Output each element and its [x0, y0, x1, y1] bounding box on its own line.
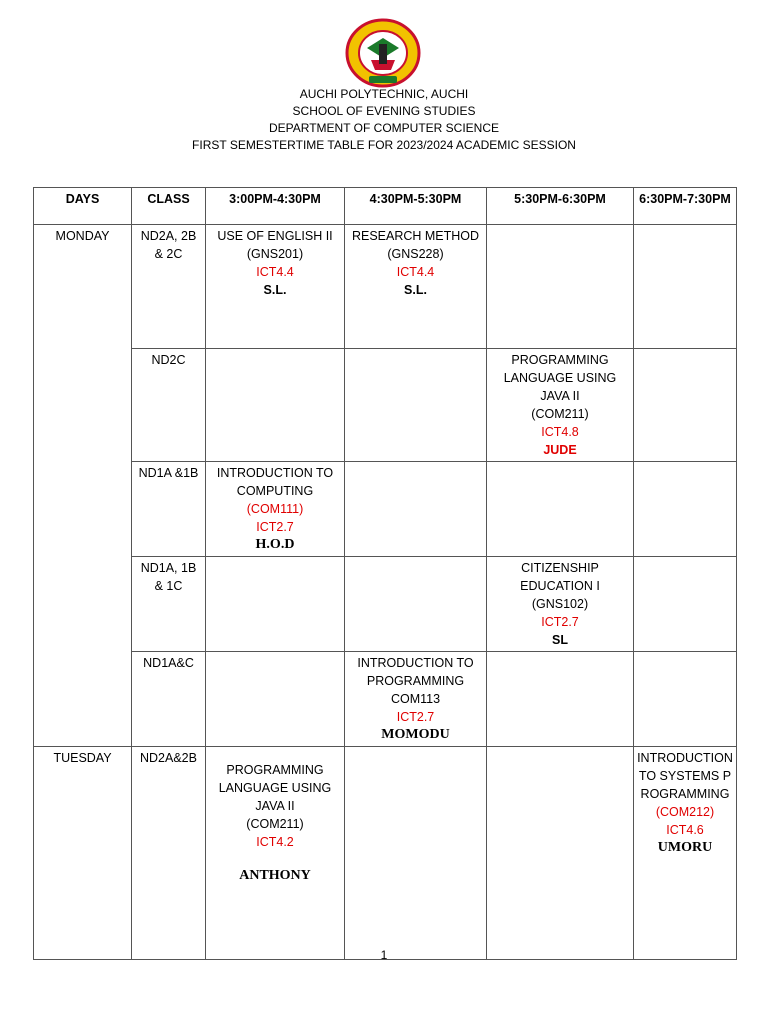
lecturer: JUDE	[543, 443, 577, 457]
header-row	[34, 188, 737, 225]
lecturer: S.L.	[263, 283, 287, 297]
empty-cell	[487, 747, 634, 960]
course-title: PROGRAMMING LANGUAGE USING JAVA II	[218, 763, 332, 813]
empty-cell	[206, 349, 345, 462]
course-cell	[487, 557, 634, 652]
empty-cell	[345, 462, 487, 557]
lecturer: S.L.	[404, 283, 427, 297]
venue: ICT2.7	[256, 520, 294, 534]
course-title: USE OF ENGLISH II	[217, 229, 333, 243]
table-row	[34, 462, 737, 557]
day-cell-tuesday: TUESDAY	[34, 747, 132, 960]
course-cell	[634, 747, 737, 960]
department-name: DEPARTMENT OF COMPUTER SCIENCE	[268, 121, 500, 135]
course-code: (GNS102)	[531, 597, 589, 611]
school-name: SCHOOL OF EVENING STUDIES	[292, 104, 476, 118]
lecturer: SL	[552, 633, 568, 647]
header-slot-4: 6:30PM-7:30PM	[634, 188, 737, 225]
course-code: COM113	[390, 692, 441, 706]
venue: ICT2.7	[541, 615, 579, 629]
class-cell: ND2C	[132, 349, 206, 462]
venue: ICT2.7	[396, 710, 435, 724]
venue: ICT4.6	[666, 823, 704, 837]
header-slot-1: 3:00PM-4:30PM	[206, 188, 345, 225]
course-cell	[345, 225, 487, 349]
course-code: (COM212)	[655, 805, 715, 819]
empty-cell	[487, 225, 634, 349]
empty-cell	[206, 557, 345, 652]
header-class: CLASS	[132, 188, 206, 225]
timetable	[33, 187, 737, 960]
class-cell: ND1A&C	[132, 652, 206, 747]
empty-cell	[634, 462, 737, 557]
document-title: FIRST SEMESTERTIME TABLE FOR 2023/2024 ACADEMIC SESSION	[192, 138, 576, 152]
course-code: (COM211)	[531, 407, 589, 421]
empty-cell	[634, 557, 737, 652]
table-row	[34, 349, 737, 462]
course-title: CITIZENSHIP EDUCATION I	[520, 561, 600, 593]
class-cell: ND1A &1B	[132, 462, 206, 557]
course-code: (COM111)	[246, 502, 304, 516]
document-header	[0, 86, 768, 154]
venue: ICT4.4	[396, 265, 435, 279]
course-cell	[206, 747, 345, 960]
course-title: INTRODUCTION TO COMPUTING	[216, 466, 334, 498]
course-title: PROGRAMMING LANGUAGE USING JAVA II	[503, 353, 617, 403]
course-title: RESEARCH METHOD	[351, 229, 480, 243]
course-cell	[206, 462, 345, 557]
lecturer: ANTHONY	[239, 868, 311, 883]
venue: ICT4.2	[256, 835, 294, 849]
header-slot-2: 4:30PM-5:30PM	[345, 188, 487, 225]
header-slot-3: 5:30PM-6:30PM	[487, 188, 634, 225]
course-title: INTRODUCTION TO SYSTEMS PROGRAMMING	[637, 751, 733, 801]
lecturer: MOMODU	[381, 727, 450, 742]
empty-cell	[487, 462, 634, 557]
venue: ICT4.8	[541, 425, 579, 439]
header-days: DAYS	[34, 188, 132, 225]
table-row	[34, 652, 737, 747]
polytechnic-logo	[345, 18, 421, 88]
institution-name: AUCHI POLYTECHNIC, AUCHI	[299, 87, 469, 101]
class-cell: ND1A, 1B & 1C	[132, 557, 206, 652]
course-code: (COM211)	[246, 817, 304, 831]
table-row	[34, 747, 737, 960]
lecturer: UMORU	[657, 840, 713, 855]
empty-cell	[634, 652, 737, 747]
course-cell	[206, 225, 345, 349]
course-code: (GNS228)	[387, 247, 444, 261]
day-cell-monday: MONDAY	[34, 225, 132, 747]
class-cell: ND2A&2B	[132, 747, 206, 960]
empty-cell	[206, 652, 345, 747]
course-cell	[487, 349, 634, 462]
course-title: INTRODUCTION TO PROGRAMMING	[357, 656, 474, 688]
class-cell: ND2A, 2B & 2C	[132, 225, 206, 349]
course-code: (GNS201)	[246, 247, 304, 261]
empty-cell	[487, 652, 634, 747]
empty-cell	[634, 225, 737, 349]
course-cell	[345, 652, 487, 747]
venue: ICT4.4	[256, 265, 294, 279]
empty-cell	[345, 747, 487, 960]
empty-cell	[634, 349, 737, 462]
page-number: 1	[380, 948, 388, 962]
table-row	[34, 557, 737, 652]
empty-cell	[345, 557, 487, 652]
table-row	[34, 225, 737, 349]
empty-cell	[345, 349, 487, 462]
lecturer: H.O.D	[255, 537, 295, 552]
